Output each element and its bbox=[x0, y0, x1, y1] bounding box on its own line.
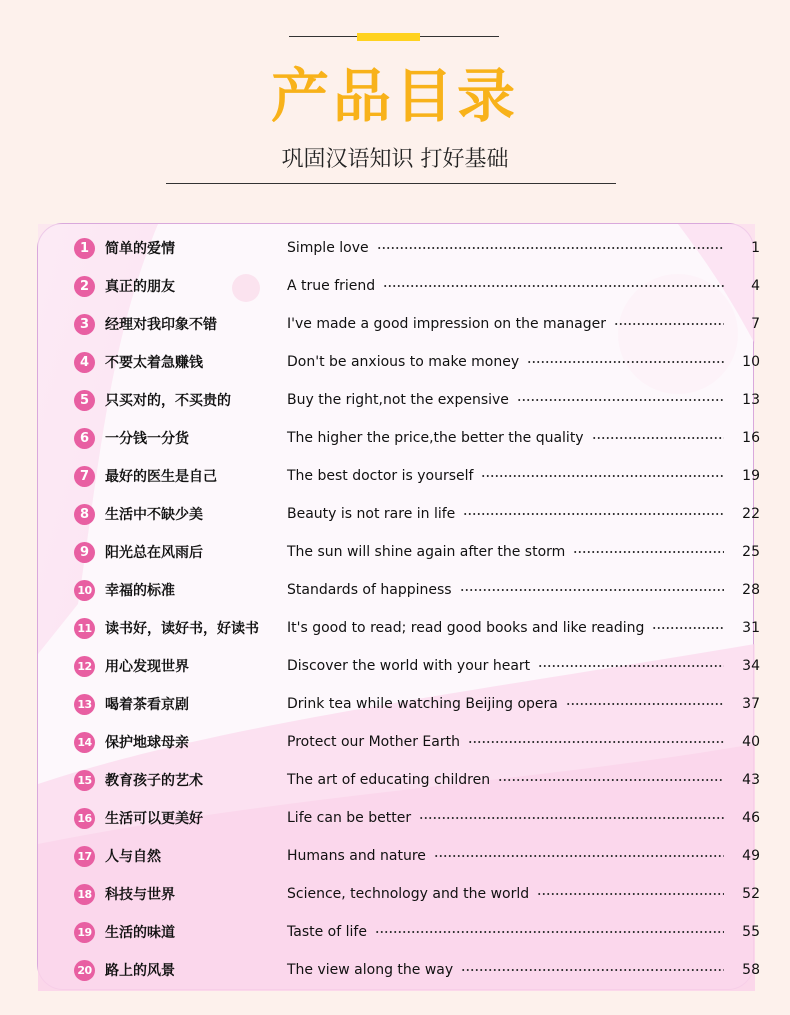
page-title: 产品目录 bbox=[270, 62, 519, 130]
toc-dot-leader bbox=[460, 589, 724, 591]
toc-number-badge: 4 bbox=[74, 352, 95, 373]
toc-number-badge: 10 bbox=[74, 580, 95, 601]
toc-dot-leader bbox=[614, 323, 724, 325]
toc-row[interactable] bbox=[74, 384, 760, 416]
toc-dot-leader bbox=[481, 475, 724, 477]
toc-english-title: The view along the way bbox=[287, 962, 454, 978]
toc-row[interactable] bbox=[74, 916, 760, 948]
toc-page-number: 46 bbox=[742, 810, 760, 826]
toc-number-badge: 2 bbox=[74, 276, 95, 297]
toc-dot-leader bbox=[538, 665, 724, 667]
toc-number-badge: 9 bbox=[74, 542, 95, 563]
toc-dot-leader bbox=[383, 285, 724, 287]
toc-english-title: Science, technology and the world bbox=[287, 886, 530, 902]
toc-dot-leader bbox=[463, 513, 724, 515]
toc-dot-leader bbox=[434, 855, 724, 857]
toc-chinese-title: 简单的爱情 bbox=[105, 241, 175, 257]
toc-row[interactable] bbox=[74, 460, 760, 492]
toc-row[interactable] bbox=[74, 612, 760, 644]
toc-number-badge: 19 bbox=[74, 922, 95, 943]
toc-row[interactable] bbox=[74, 726, 760, 758]
toc-row[interactable] bbox=[74, 574, 760, 606]
toc-page-number: 43 bbox=[742, 772, 760, 788]
toc-page-number: 22 bbox=[742, 506, 760, 522]
toc-dot-leader bbox=[592, 437, 724, 439]
toc-chinese-title: 教育孩子的艺术 bbox=[105, 773, 203, 789]
toc-number-badge: 1 bbox=[74, 238, 95, 259]
toc-dot-leader bbox=[498, 779, 724, 781]
toc-dot-leader bbox=[537, 893, 724, 895]
toc-row[interactable] bbox=[74, 878, 760, 910]
toc-english-title: A true friend bbox=[287, 278, 376, 294]
toc-chinese-title: 生活中不缺少美 bbox=[105, 507, 203, 523]
toc-chinese-title: 只买对的，不买贵的 bbox=[105, 393, 231, 409]
toc-chinese-title: 最好的医生是自己 bbox=[105, 469, 217, 485]
toc-english-title: Protect our Mother Earth bbox=[287, 734, 460, 750]
toc-page-number: 10 bbox=[742, 354, 760, 370]
toc-row[interactable] bbox=[74, 650, 760, 682]
toc-dot-leader bbox=[566, 703, 724, 705]
toc-row[interactable] bbox=[74, 308, 760, 340]
toc-english-title: Standards of happiness bbox=[287, 582, 452, 598]
toc-page-number: 49 bbox=[742, 848, 760, 864]
toc-row[interactable] bbox=[74, 498, 760, 530]
toc-number-badge: 11 bbox=[74, 618, 95, 639]
toc-english-title: I've made a good impression on the manager bbox=[287, 316, 606, 332]
toc-number-badge: 15 bbox=[74, 770, 95, 791]
toc-number-badge: 5 bbox=[74, 390, 95, 411]
toc-page-number: 52 bbox=[742, 886, 760, 902]
toc-chinese-title: 用心发现世界 bbox=[105, 659, 189, 675]
toc-english-title: Humans and nature bbox=[287, 848, 426, 864]
toc-row[interactable] bbox=[74, 270, 760, 302]
toc-number-badge: 20 bbox=[74, 960, 95, 981]
toc-chinese-title: 保护地球母亲 bbox=[105, 735, 189, 751]
toc-number-badge: 18 bbox=[74, 884, 95, 905]
toc-dot-leader bbox=[652, 627, 724, 629]
toc-english-title: The art of educating children bbox=[287, 772, 491, 788]
toc-page-number: 7 bbox=[751, 316, 760, 332]
toc-dot-leader bbox=[468, 741, 724, 743]
toc-english-title: The best doctor is yourself bbox=[287, 468, 474, 484]
toc-chinese-title: 阳光总在风雨后 bbox=[105, 545, 203, 561]
toc-chinese-title: 经理对我印象不错 bbox=[105, 317, 217, 333]
toc-row[interactable] bbox=[74, 232, 760, 264]
toc-dot-leader bbox=[517, 399, 724, 401]
toc-chinese-title: 人与自然 bbox=[105, 849, 161, 865]
toc-english-title: The sun will shine again after the storm bbox=[287, 544, 566, 560]
toc-chinese-title: 科技与世界 bbox=[105, 887, 175, 903]
toc-page-number: 40 bbox=[742, 734, 760, 750]
toc-chinese-title: 生活的味道 bbox=[105, 925, 175, 941]
toc-page-number: 28 bbox=[742, 582, 760, 598]
toc-row[interactable] bbox=[74, 346, 760, 378]
toc-page-number: 58 bbox=[742, 962, 760, 978]
toc-number-badge: 8 bbox=[74, 504, 95, 525]
toc-number-badge: 6 bbox=[74, 428, 95, 449]
page-subtitle: 巩固汉语知识 打好基础 bbox=[281, 147, 509, 172]
toc-row[interactable] bbox=[74, 802, 760, 834]
toc-english-title: Don't be anxious to make money bbox=[287, 354, 520, 370]
toc-row[interactable] bbox=[74, 422, 760, 454]
toc-number-badge: 12 bbox=[74, 656, 95, 677]
toc-english-title: Life can be better bbox=[287, 810, 412, 826]
toc-number-badge: 14 bbox=[74, 732, 95, 753]
toc-card bbox=[37, 223, 760, 990]
toc-chinese-title: 真正的朋友 bbox=[105, 279, 175, 295]
toc-number-badge: 13 bbox=[74, 694, 95, 715]
toc-page-number: 55 bbox=[742, 924, 760, 940]
toc-page-number: 34 bbox=[742, 658, 760, 674]
toc-english-title: Simple love bbox=[287, 240, 369, 256]
toc-english-title: Beauty is not rare in life bbox=[287, 506, 456, 522]
toc-page-number: 37 bbox=[742, 696, 760, 712]
toc-number-badge: 17 bbox=[74, 846, 95, 867]
header-rule-bottom bbox=[166, 183, 616, 184]
header-accent-bar bbox=[357, 33, 420, 41]
toc-page-number: 19 bbox=[742, 468, 760, 484]
toc-english-title: It's good to read; read good books and like reading bbox=[287, 620, 645, 636]
toc-page-number: 31 bbox=[742, 620, 760, 636]
toc-page-number: 4 bbox=[751, 278, 760, 294]
toc-number-badge: 16 bbox=[74, 808, 95, 829]
toc-number-badge: 3 bbox=[74, 314, 95, 335]
toc-number-badge: 7 bbox=[74, 466, 95, 487]
toc-english-title: Buy the right,not the expensive bbox=[287, 392, 509, 408]
toc-dot-leader bbox=[573, 551, 724, 553]
toc-chinese-title: 路上的风景 bbox=[105, 963, 175, 979]
toc-row[interactable] bbox=[74, 954, 760, 986]
toc-chinese-title: 读书好，读好书，好读书 bbox=[105, 621, 259, 637]
toc-english-title: The higher the price,the better the quality bbox=[287, 430, 584, 446]
toc-dot-leader bbox=[527, 361, 724, 363]
toc-row[interactable] bbox=[74, 688, 760, 720]
toc-dot-leader bbox=[375, 931, 724, 933]
toc-chinese-title: 幸福的标准 bbox=[105, 583, 175, 599]
toc-english-title: Taste of life bbox=[287, 924, 367, 940]
toc-chinese-title: 不要太着急赚钱 bbox=[105, 355, 203, 371]
toc-page-number: 16 bbox=[742, 430, 760, 446]
toc-row[interactable] bbox=[74, 840, 760, 872]
toc-english-title: Drink tea while watching Beijing opera bbox=[287, 696, 558, 712]
toc-chinese-title: 一分钱一分货 bbox=[105, 431, 189, 447]
toc-row[interactable] bbox=[74, 536, 760, 568]
toc-chinese-title: 喝着茶看京剧 bbox=[105, 697, 189, 713]
toc-dot-leader bbox=[419, 817, 724, 819]
toc-page-number: 13 bbox=[742, 392, 760, 408]
toc-dot-leader bbox=[377, 247, 724, 249]
toc-dot-leader bbox=[461, 969, 724, 971]
toc-page-number: 25 bbox=[742, 544, 760, 560]
toc-chinese-title: 生活可以更美好 bbox=[105, 811, 203, 827]
toc-english-title: Discover the world with your heart bbox=[287, 658, 531, 674]
toc-row[interactable] bbox=[74, 764, 760, 796]
toc-page-number: 1 bbox=[751, 240, 760, 256]
